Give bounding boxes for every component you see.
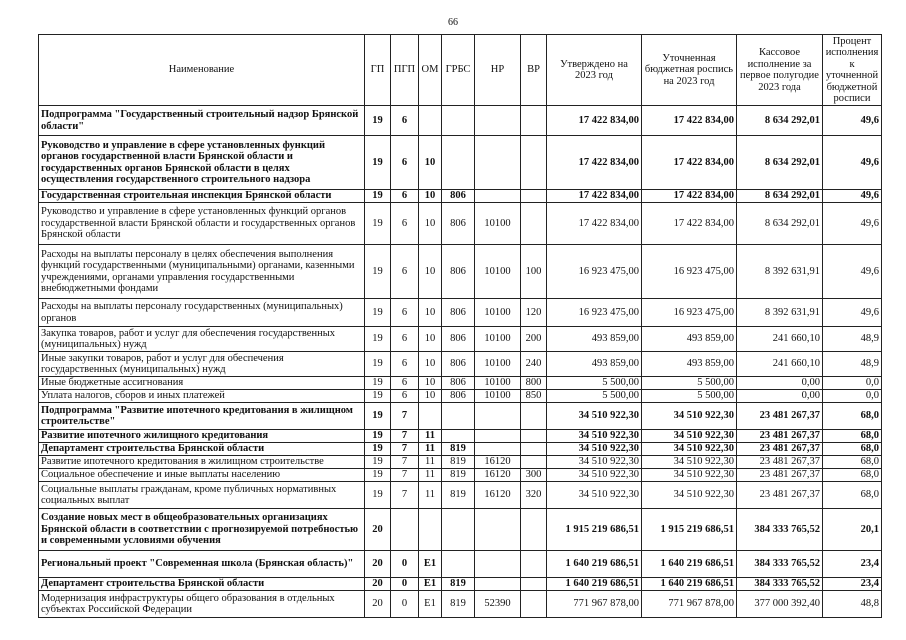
row-refined: 5 500,00 [642, 390, 737, 403]
row-pgp: 6 [391, 377, 419, 390]
row-pgp: 7 [391, 443, 419, 456]
row-refined: 1 640 219 686,51 [642, 578, 737, 591]
row-vr: 850 [521, 390, 547, 403]
row-om: 10 [419, 299, 442, 327]
row-approved: 5 500,00 [547, 390, 642, 403]
row-vr [521, 430, 547, 443]
row-pgp: 7 [391, 403, 419, 430]
row-om: 10 [419, 245, 442, 299]
table-row [39, 591, 882, 618]
row-cash: 8 634 292,01 [737, 106, 823, 136]
row-gp: 19 [365, 443, 391, 456]
row-refined: 34 510 922,30 [642, 469, 737, 482]
row-percent: 48,9 [823, 352, 882, 377]
row-gp: 20 [365, 509, 391, 551]
header-approved: Утверждено на 2023 год [547, 35, 642, 106]
row-gp: 19 [365, 482, 391, 509]
table-row [39, 551, 882, 578]
row-om: 10 [419, 390, 442, 403]
row-np: 10100 [475, 352, 521, 377]
row-percent: 49,6 [823, 203, 882, 245]
row-approved: 493 859,00 [547, 352, 642, 377]
row-name: Департамент строительства Брянской области [39, 443, 365, 456]
header-grbs: ГРБС [442, 35, 475, 106]
row-gp: 19 [365, 299, 391, 327]
row-gp: 19 [365, 106, 391, 136]
row-pgp: 7 [391, 482, 419, 509]
row-grbs: 806 [442, 327, 475, 352]
row-om: 10 [419, 327, 442, 352]
row-vr [521, 203, 547, 245]
row-pgp: 6 [391, 245, 419, 299]
row-cash: 23 481 267,37 [737, 443, 823, 456]
row-cash: 8 634 292,01 [737, 136, 823, 190]
row-grbs: 819 [442, 469, 475, 482]
row-approved: 34 510 922,30 [547, 456, 642, 469]
row-grbs: 819 [442, 591, 475, 618]
row-name: Модернизация инфраструктуры общего образования в отдельных субъектах Российской Федерации [39, 591, 365, 618]
row-np: 52390 [475, 591, 521, 618]
header-gp: ГП [365, 35, 391, 106]
row-refined: 17 422 834,00 [642, 190, 737, 203]
table-row [39, 377, 882, 390]
row-grbs [442, 403, 475, 430]
row-name: Департамент строительства Брянской области [39, 578, 365, 591]
row-grbs: 806 [442, 299, 475, 327]
row-om [419, 403, 442, 430]
row-approved: 17 422 834,00 [547, 203, 642, 245]
row-name: Руководство и управление в сфере установленных функций органов государственной власти Брянской области и государственных органов Брянской области [39, 203, 365, 245]
row-name: Подпрограмма "Развитие ипотечного кредитования в жилищном строительстве" [39, 403, 365, 430]
row-vr [521, 403, 547, 430]
table-row [39, 190, 882, 203]
row-gp: 19 [365, 456, 391, 469]
row-pgp: 7 [391, 456, 419, 469]
row-approved: 1 640 219 686,51 [547, 578, 642, 591]
row-pgp: 6 [391, 136, 419, 190]
row-percent: 49,6 [823, 136, 882, 190]
row-pgp: 7 [391, 469, 419, 482]
header-pgp: ПГП [391, 35, 419, 106]
row-grbs: 819 [442, 578, 475, 591]
row-cash: 384 333 765,52 [737, 578, 823, 591]
table-row [39, 390, 882, 403]
header-np: НР [475, 35, 521, 106]
row-gp: 19 [365, 327, 391, 352]
row-np: 10100 [475, 245, 521, 299]
row-om: Е1 [419, 578, 442, 591]
row-approved: 17 422 834,00 [547, 106, 642, 136]
table-row [39, 509, 882, 551]
row-om: 11 [419, 430, 442, 443]
row-name: Развитие ипотечного жилищного кредитования [39, 430, 365, 443]
row-om: 10 [419, 203, 442, 245]
row-cash: 0,00 [737, 390, 823, 403]
row-refined: 493 859,00 [642, 327, 737, 352]
row-name: Государственная строительная инспекция Брянской области [39, 190, 365, 203]
row-cash: 23 481 267,37 [737, 469, 823, 482]
row-gp: 19 [365, 403, 391, 430]
page-number: 66 [448, 17, 458, 28]
row-np: 10100 [475, 390, 521, 403]
row-refined: 34 510 922,30 [642, 430, 737, 443]
row-cash: 8 392 631,91 [737, 299, 823, 327]
row-name: Закупка товаров, работ и услуг для обеспечения государственных (муниципальных) нужд [39, 327, 365, 352]
row-grbs [442, 509, 475, 551]
table-row [39, 403, 882, 430]
table-row [39, 469, 882, 482]
row-percent: 68,0 [823, 456, 882, 469]
row-cash: 8 634 292,01 [737, 203, 823, 245]
table-row [39, 327, 882, 352]
row-pgp: 6 [391, 299, 419, 327]
row-approved: 16 923 475,00 [547, 245, 642, 299]
row-om [419, 106, 442, 136]
row-vr: 320 [521, 482, 547, 509]
row-np: 16120 [475, 456, 521, 469]
row-approved: 34 510 922,30 [547, 430, 642, 443]
row-gp: 20 [365, 578, 391, 591]
row-pgp: 0 [391, 591, 419, 618]
row-vr: 240 [521, 352, 547, 377]
row-percent: 48,9 [823, 327, 882, 352]
header-percent: Процент исполнения к уточненной бюджетной росписи [823, 35, 882, 106]
row-name: Расходы на выплаты персоналу в целях обеспечения выполнения функций государственными (муниципальными) органами, казенными учреждениями, органами управления государственными внебюджетными фондами [39, 245, 365, 299]
row-percent: 0,0 [823, 377, 882, 390]
row-pgp: 0 [391, 551, 419, 578]
row-approved: 771 967 878,00 [547, 591, 642, 618]
row-grbs: 806 [442, 377, 475, 390]
row-refined: 771 967 878,00 [642, 591, 737, 618]
row-vr [521, 136, 547, 190]
header-refined: Уточненная бюджетная роспись на 2023 год [642, 35, 737, 106]
row-pgp: 6 [391, 190, 419, 203]
row-refined: 17 422 834,00 [642, 106, 737, 136]
row-np [475, 551, 521, 578]
row-vr: 100 [521, 245, 547, 299]
row-refined: 493 859,00 [642, 352, 737, 377]
row-np: 10100 [475, 299, 521, 327]
row-refined: 1 915 219 686,51 [642, 509, 737, 551]
row-refined: 34 510 922,30 [642, 456, 737, 469]
row-name: Социальные выплаты гражданам, кроме публичных нормативных социальных выплат [39, 482, 365, 509]
row-grbs: 806 [442, 245, 475, 299]
row-gp: 19 [365, 203, 391, 245]
table-row [39, 578, 882, 591]
header-cash: Кассовое исполнение за первое полугодие 2023 года [737, 35, 823, 106]
row-grbs: 806 [442, 203, 475, 245]
table-row [39, 245, 882, 299]
row-approved: 5 500,00 [547, 377, 642, 390]
row-np [475, 578, 521, 591]
row-percent: 49,6 [823, 299, 882, 327]
row-vr [521, 591, 547, 618]
row-vr [521, 509, 547, 551]
row-cash: 23 481 267,37 [737, 430, 823, 443]
row-refined: 5 500,00 [642, 377, 737, 390]
row-pgp: 6 [391, 203, 419, 245]
row-name: Подпрограмма "Государственный строительный надзор Брянской области" [39, 106, 365, 136]
row-grbs [442, 551, 475, 578]
row-percent: 68,0 [823, 482, 882, 509]
row-np [475, 190, 521, 203]
row-gp: 19 [365, 352, 391, 377]
row-name: Социальное обеспечение и иные выплаты населению [39, 469, 365, 482]
row-grbs [442, 136, 475, 190]
row-approved: 1 915 219 686,51 [547, 509, 642, 551]
row-percent: 0,0 [823, 390, 882, 403]
row-om: 11 [419, 469, 442, 482]
row-cash: 8 634 292,01 [737, 190, 823, 203]
row-approved: 34 510 922,30 [547, 403, 642, 430]
row-pgp: 6 [391, 106, 419, 136]
row-grbs: 819 [442, 482, 475, 509]
row-percent: 49,6 [823, 245, 882, 299]
row-percent: 48,8 [823, 591, 882, 618]
row-name: Создание новых мест в общеобразовательных организациях Брянской области в соответствии с прогнозируемой потребностью и современными условиями обучения [39, 509, 365, 551]
row-np [475, 106, 521, 136]
row-name: Региональный проект "Современная школа (Брянская область)" [39, 551, 365, 578]
row-approved: 34 510 922,30 [547, 469, 642, 482]
row-om: 10 [419, 190, 442, 203]
row-grbs: 819 [442, 443, 475, 456]
row-percent: 68,0 [823, 469, 882, 482]
row-cash: 241 660,10 [737, 352, 823, 377]
row-cash: 384 333 765,52 [737, 551, 823, 578]
table-row [39, 482, 882, 509]
header-row [39, 35, 882, 106]
row-name: Развитие ипотечного кредитования в жилищном строительстве [39, 456, 365, 469]
table-row [39, 106, 882, 136]
table-row [39, 352, 882, 377]
row-percent: 23,4 [823, 578, 882, 591]
row-cash: 23 481 267,37 [737, 456, 823, 469]
row-cash: 23 481 267,37 [737, 482, 823, 509]
row-name: Иные закупки товаров, работ и услуг для обеспечения государственных (муниципальных) нужд [39, 352, 365, 377]
row-om: 11 [419, 456, 442, 469]
row-np: 10100 [475, 377, 521, 390]
row-name: Расходы на выплаты персоналу государственных (муниципальных) органов [39, 299, 365, 327]
row-grbs [442, 430, 475, 443]
row-cash: 241 660,10 [737, 327, 823, 352]
row-om [419, 509, 442, 551]
row-grbs: 819 [442, 456, 475, 469]
row-grbs [442, 106, 475, 136]
row-np [475, 136, 521, 190]
row-np: 16120 [475, 469, 521, 482]
row-om: Е1 [419, 551, 442, 578]
row-vr: 200 [521, 327, 547, 352]
table-row [39, 299, 882, 327]
row-vr: 300 [521, 469, 547, 482]
row-cash: 23 481 267,37 [737, 403, 823, 430]
row-vr: 120 [521, 299, 547, 327]
row-cash: 384 333 765,52 [737, 509, 823, 551]
row-percent: 49,6 [823, 106, 882, 136]
row-approved: 34 510 922,30 [547, 482, 642, 509]
row-np [475, 443, 521, 456]
row-percent: 20,1 [823, 509, 882, 551]
header-name: Наименование [39, 35, 365, 106]
row-pgp: 6 [391, 390, 419, 403]
row-cash: 0,00 [737, 377, 823, 390]
row-pgp [391, 509, 419, 551]
table-row [39, 430, 882, 443]
row-name: Иные бюджетные ассигнования [39, 377, 365, 390]
row-name: Уплата налогов, сборов и иных платежей [39, 390, 365, 403]
row-gp: 19 [365, 136, 391, 190]
row-grbs: 806 [442, 190, 475, 203]
budget-table [38, 34, 882, 618]
row-refined: 34 510 922,30 [642, 482, 737, 509]
row-np: 10100 [475, 203, 521, 245]
row-name: Руководство и управление в сфере установленных функций органов государственной власти Брянской области и государственных органов Брянской области в целях осуществления государственного строительного надзора [39, 136, 365, 190]
row-np [475, 509, 521, 551]
row-grbs: 806 [442, 390, 475, 403]
row-cash: 8 392 631,91 [737, 245, 823, 299]
row-refined: 17 422 834,00 [642, 203, 737, 245]
row-om: 10 [419, 136, 442, 190]
row-approved: 493 859,00 [547, 327, 642, 352]
row-om: 11 [419, 482, 442, 509]
row-np: 10100 [475, 327, 521, 352]
row-np [475, 430, 521, 443]
row-percent: 23,4 [823, 551, 882, 578]
row-gp: 19 [365, 390, 391, 403]
header-vr: ВР [521, 35, 547, 106]
row-refined: 17 422 834,00 [642, 136, 737, 190]
row-vr [521, 551, 547, 578]
row-gp: 20 [365, 551, 391, 578]
header-om: ОМ [419, 35, 442, 106]
row-pgp: 7 [391, 430, 419, 443]
row-pgp: 6 [391, 352, 419, 377]
row-om: 11 [419, 443, 442, 456]
row-gp: 19 [365, 469, 391, 482]
row-approved: 1 640 219 686,51 [547, 551, 642, 578]
row-percent: 49,6 [823, 190, 882, 203]
row-percent: 68,0 [823, 430, 882, 443]
row-vr [521, 190, 547, 203]
row-np [475, 403, 521, 430]
row-om: 10 [419, 377, 442, 390]
row-refined: 34 510 922,30 [642, 443, 737, 456]
row-refined: 16 923 475,00 [642, 299, 737, 327]
row-vr [521, 578, 547, 591]
table-row [39, 136, 882, 190]
table-row [39, 456, 882, 469]
row-cash: 377 000 392,40 [737, 591, 823, 618]
row-percent: 68,0 [823, 443, 882, 456]
row-vr [521, 443, 547, 456]
row-refined: 1 640 219 686,51 [642, 551, 737, 578]
row-pgp: 6 [391, 327, 419, 352]
row-gp: 20 [365, 591, 391, 618]
row-gp: 19 [365, 377, 391, 390]
row-om: 10 [419, 352, 442, 377]
row-approved: 16 923 475,00 [547, 299, 642, 327]
row-percent: 68,0 [823, 403, 882, 430]
row-vr [521, 106, 547, 136]
row-refined: 16 923 475,00 [642, 245, 737, 299]
row-vr: 800 [521, 377, 547, 390]
row-gp: 19 [365, 190, 391, 203]
row-gp: 19 [365, 245, 391, 299]
row-vr [521, 456, 547, 469]
row-refined: 34 510 922,30 [642, 403, 737, 430]
row-approved: 34 510 922,30 [547, 443, 642, 456]
row-grbs: 806 [442, 352, 475, 377]
table-row [39, 203, 882, 245]
row-om: Е1 [419, 591, 442, 618]
row-gp: 19 [365, 430, 391, 443]
table-row [39, 443, 882, 456]
row-approved: 17 422 834,00 [547, 136, 642, 190]
row-approved: 17 422 834,00 [547, 190, 642, 203]
row-pgp: 0 [391, 578, 419, 591]
row-np: 16120 [475, 482, 521, 509]
